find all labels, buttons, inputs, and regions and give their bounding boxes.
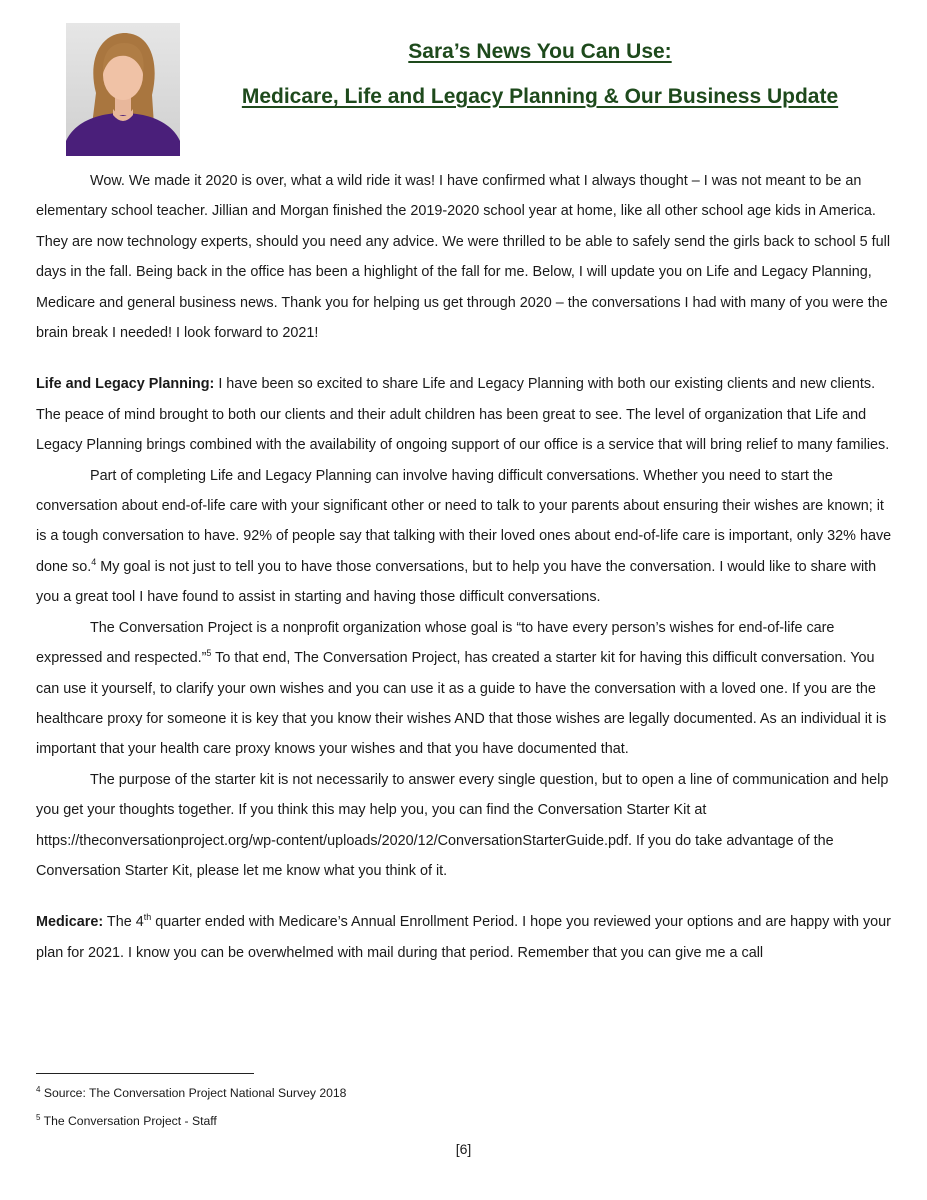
life-legacy-paragraph-4: The purpose of the starter kit is not necessarily to answer every single question, but to open a line of communication and help you get your thoughts together. If you think this may help you, you can find the Conversation Starter Kit at https://theconversationproject.org/wp-content/uploads/2020/12/ConversationStarterGuide.pdf. If you do take advantage of the Conversation Starter Kit, please let me know what you think of it. [36, 771, 889, 879]
life-legacy-paragraph-2 [36, 461, 896, 613]
footnote-5 [36, 1113, 217, 1129]
life-legacy-paragraph-3 [36, 613, 896, 765]
paragraph-text: Part of completing Life and Legacy Planning can involve having difficult conversations. Whether you need to start the conversation about end-of-life care with your significant other or need to talk to your parents about ensuring their wishes are known; it is a tough conversation to have. 92% of people say that talking with their loved ones about end-of-life care is important, only 32% have done so. [36, 467, 892, 575]
footnote-4 [36, 1085, 346, 1101]
ordinal-suffix: th [143, 912, 152, 923]
paragraph-text: quarter ended with Medicare’s Annual Enrollment Period. I hope you reviewed your options and are happy with your plan for 2021. I know you can be overwhelmed with mail during that period. Remember that you can give me a call [36, 914, 891, 961]
paragraph-text: The 4 [103, 914, 144, 931]
footnote-text: Source: The Conversation Project National Survey 2018 [40, 1086, 347, 1100]
medicare-paragraph [36, 907, 896, 968]
medicare-heading: Medicare: [36, 914, 104, 931]
intro-paragraph: Wow. We made it 2020 is over, what a wild ride it was! I have confirmed what I always thought – I was not meant to be an elementary school teacher. Jillian and Morgan finished the 2019-2020 school year at home, like all other school age kids in America. They are now technology experts, should you need any advice. We were thrilled to be able to safely send the girls back to school 5 full days in the fall. Being back in the office has been a highlight of the fall for me. Below, I will update you on Life and Legacy Planning, Medicare and general business news. Thank you for helping us get through 2020 – the conversations I had with many of you were the brain break I needed! I look forward to 2021! [36, 173, 891, 342]
footnote-number: 5 [36, 1112, 41, 1122]
newsletter-header [200, 38, 880, 111]
newsletter-title: Sara’s News You Can Use: [408, 40, 672, 63]
newsletter-subtitle: Medicare, Life and Legacy Planning & Our Business Update [241, 85, 839, 108]
paragraph-text: The Conversation Project is a nonprofit organization whose goal is “to have every person’s wishes for end-of-life care expressed and respected.” [36, 619, 835, 667]
paragraph-text: To that end, The Conversation Project, has created a starter kit for having this difficult conversation. You can use it yourself, to clarify your own wishes and you can use it as a guide to have the conversation with a loved one. If you are the healthcare proxy for someone it is key that you know their wishes AND that those wishes are legally documented. As an individual it is important that your health care proxy knows your wishes and that you have documented that. [36, 650, 887, 758]
article-body [36, 166, 896, 968]
footnote-number: 4 [36, 1084, 41, 1094]
life-legacy-text-1: I have been so excited to share Life and Legacy Planning with both our existing clients and new clients. The peace of mind brought to both our clients and their adult children has been great to see. The level of organization that Life and Legacy Planning brings combined with the availability of ongoing support of our office is a service that will bring relief to many families. [36, 376, 890, 454]
page-number: [6] [455, 1141, 472, 1157]
footnote-ref-4: 4 [91, 557, 97, 568]
author-photo [66, 23, 180, 156]
life-legacy-heading: Life and Legacy Planning: [36, 376, 215, 393]
footnote-text: The Conversation Project - Staff [40, 1114, 217, 1128]
paragraph-text: My goal is not just to tell you to have those conversations, but to help you have the conversation. I would like to share with you a great tool I have found to assist in starting and having those difficult conversations. [36, 558, 877, 606]
footnote-divider [36, 1073, 254, 1074]
life-legacy-paragraph-1 [36, 369, 896, 460]
footnote-ref-5: 5 [206, 648, 212, 659]
